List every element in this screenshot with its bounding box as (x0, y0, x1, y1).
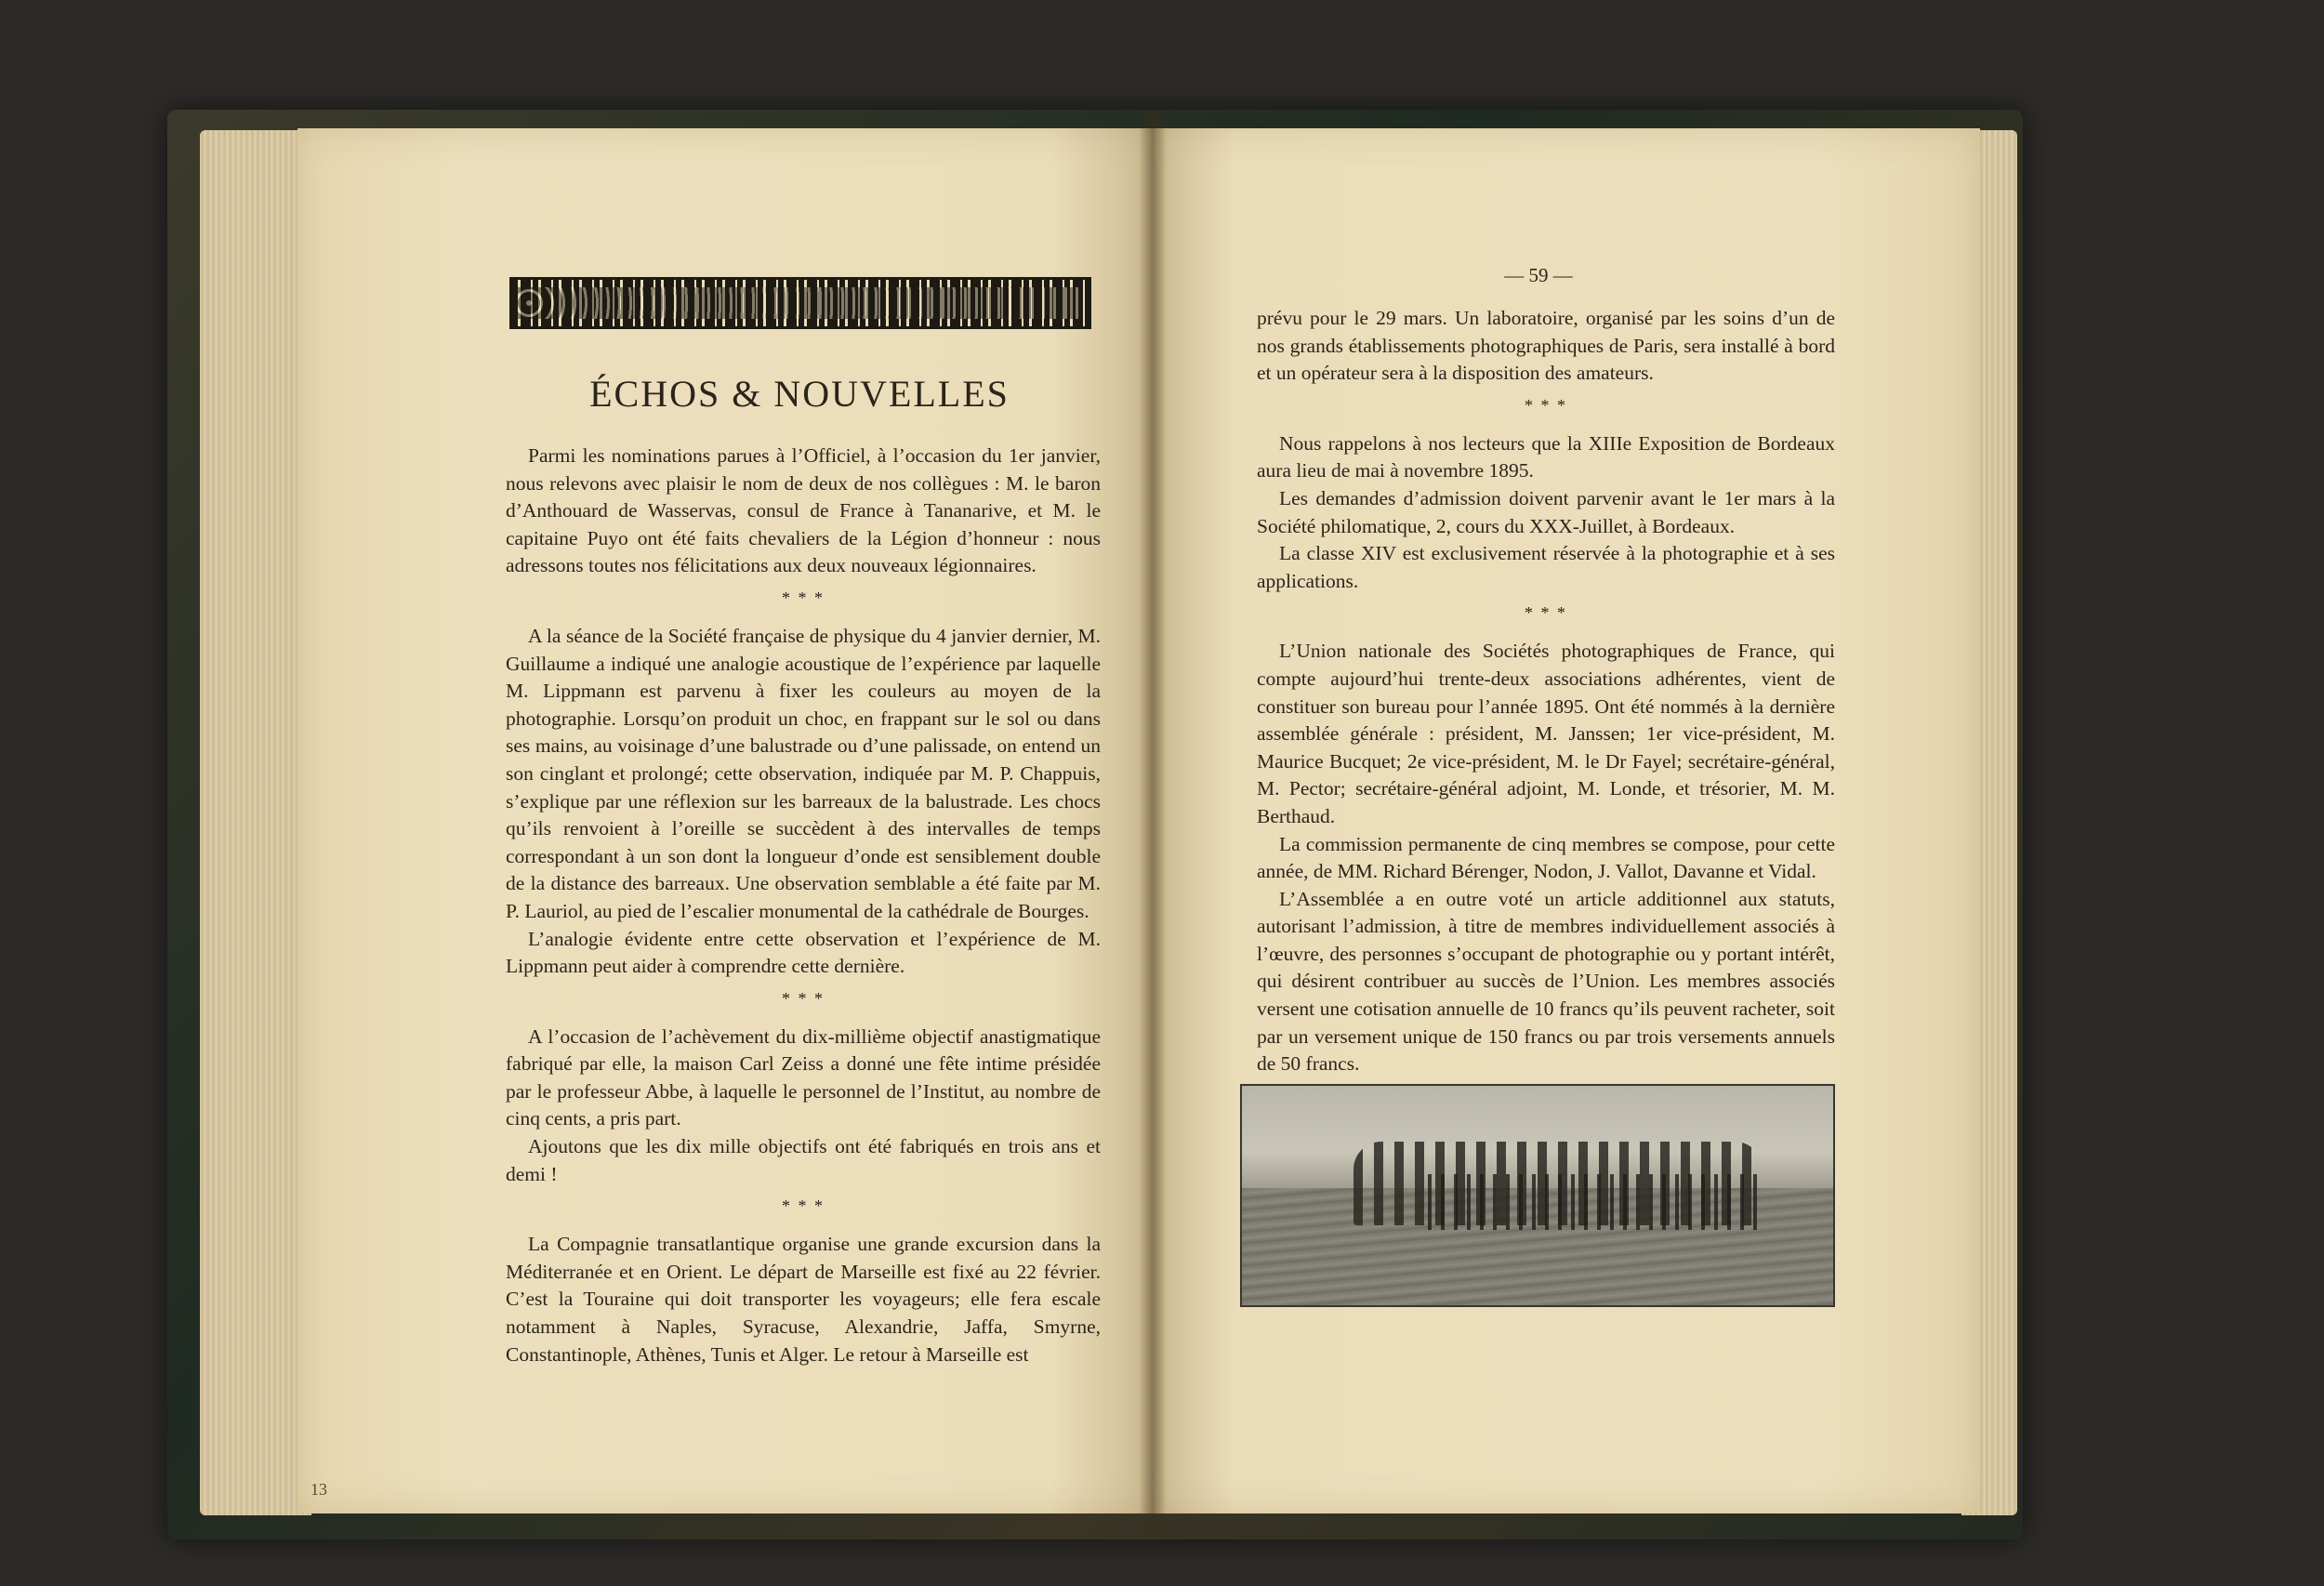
paragraph: L’Union nationale des Sociétés photographiques de France, qui compte aujourd’hui trente-deux associations adhérentes, vient de constituer son bureau pour l’année 1895. Ont été nommés à la dernière assemblée générale : président, M. Janssen; 1er vice-président, M. Maurice Bucquet; 2e vice-président, M. le Dr Fayel; secrétaire-général, M. Pector; secrétaire-général adjoint, M. Londe, et trésorier, M. M. Berthaud. (1257, 640, 1835, 827)
margin-note: 13 (310, 1480, 327, 1499)
paragraph: La classe XIV est exclusivement réservée à la photographie et à ses applications. (1257, 542, 1835, 592)
paragraph: Parmi les nominations parues à l’Officiel, à l’occasion du 1er janvier, nous relevons avec plaisir le nom de deux de nos collègues : M. le baron d’Anthouard de Wasservas, consul de France à Tananarive, et M. le capitaine Puyo ont été faits chevaliers de la Légion d’honneur : nous adressons toutes nos félicitations aux deux nouveaux légionnaires. (506, 444, 1101, 577)
asterism-separator: * * * (1525, 603, 1567, 623)
paragraph: A la séance de la Société française de physique du 4 janvier dernier, M. Guillaume a indiqué une analogie acoustique de l’expérience par laquelle M. Lippmann est parvenu à fixer les couleurs au moyen de la photographie. Lorsqu’on produit un choc, en frappant sur le sol ou dans ses mains, au voisinage d’une balustrade ou d’une palissade, on entend un son cinglant et prolongé; cette observation, indiquée par M. P. Chappuis, s’explique par une réflexion sur les barreaux de la balustrade. Les chocs qu’ils renvoient à l’oreille se succèdent à des intervalles de temps correspondant à un son dont la longueur d’onde est sensiblement double de la distance des barreaux. Une observation semblable a été faite par M. P. Lauriol, au pied de l’escalier monumental de la cathédrale de Bourges. (506, 624, 1101, 922)
asterism-separator: * * * (782, 588, 825, 607)
left-page-text (506, 443, 1101, 1368)
paragraph: A l’occasion de l’achèvement du dix-millième objectif anastigmatique fabriqué par elle, la maison Carl Zeiss a donné une fête intime présidée par le professeur Abbe, à laquelle le personnel de l’Institut, au nombre de cinq cents, a pris part. (506, 1024, 1101, 1130)
paragraph: L’Assemblée a en outre voté un article additionnel aux statuts, autorisant l’admission, à titre de membres individuellement associés à l’œuvre, des personnes s’occupant de photographie ou y portant intérêt, qui désirent contribuer au succès de l’Union. Les membres associés versent une cotisation annuelle de 10 francs qu’ils peuvent racheter, soit par un versement unique de 150 francs ou par trois versements annuels de 50 francs. (1257, 887, 1835, 1076)
cavalry-photograph (1240, 1084, 1835, 1307)
page-edges-left (200, 130, 311, 1515)
decorative-header-ornament (509, 277, 1091, 329)
asterism-separator: * * * (782, 1196, 825, 1216)
paragraph: Nous rappelons à nos lecteurs que la XIIIe Exposition de Bordeaux aura lieu de mai à novembre 1895. (1257, 431, 1835, 482)
paragraph: prévu pour le 29 mars. Un laboratoire, organisé par les soins d’un de nos grands établissements photographiques de Paris, sera installé à bord et un opérateur sera à la disposition des amateurs. (1257, 307, 1835, 385)
paragraph: La Compagnie transatlantique organise une grande excursion dans la Méditerranée et en Orient. Le départ de Marseille est fixé au 22 février. C’est la Touraine qui doit transporter les voyageurs; elle fera escale notamment à Naples, Syracuse, Alexandrie, Jaffa, Smyrne, Constantinople, Athènes, Tunis et Alger. Le retour à Marseille est (506, 1233, 1101, 1366)
page-number: — 59 — (1504, 264, 1573, 286)
right-page-text (1257, 305, 1835, 1133)
paragraph: La commission permanente de cinq membres se compose, pour cette année, de MM. Richard Bérenger, Nodon, J. Vallot, Davanne et Vidal. (1257, 832, 1835, 883)
book-gutter (1139, 112, 1167, 1534)
paragraph: L’analogie évidente entre cette observation et l’expérience de M. Lippmann peut aider à comprendre cette dernière. (506, 927, 1101, 978)
ornament-pattern (518, 287, 1083, 319)
asterism-separator: * * * (782, 988, 825, 1008)
photo-horses (1428, 1174, 1763, 1230)
section-title: ÉCHOS & NOUVELLES (589, 373, 1010, 415)
paragraph: Les demandes d’admission doivent parvenir avant le 1er mars à la Société philomatique, 2, cours du XXX-Juillet, à Bordeaux. (1257, 486, 1835, 537)
paragraph: Ajoutons que les dix mille objectifs ont été fabriqués en trois ans et demi ! (506, 1135, 1101, 1185)
asterism-separator: * * * (1525, 395, 1567, 415)
